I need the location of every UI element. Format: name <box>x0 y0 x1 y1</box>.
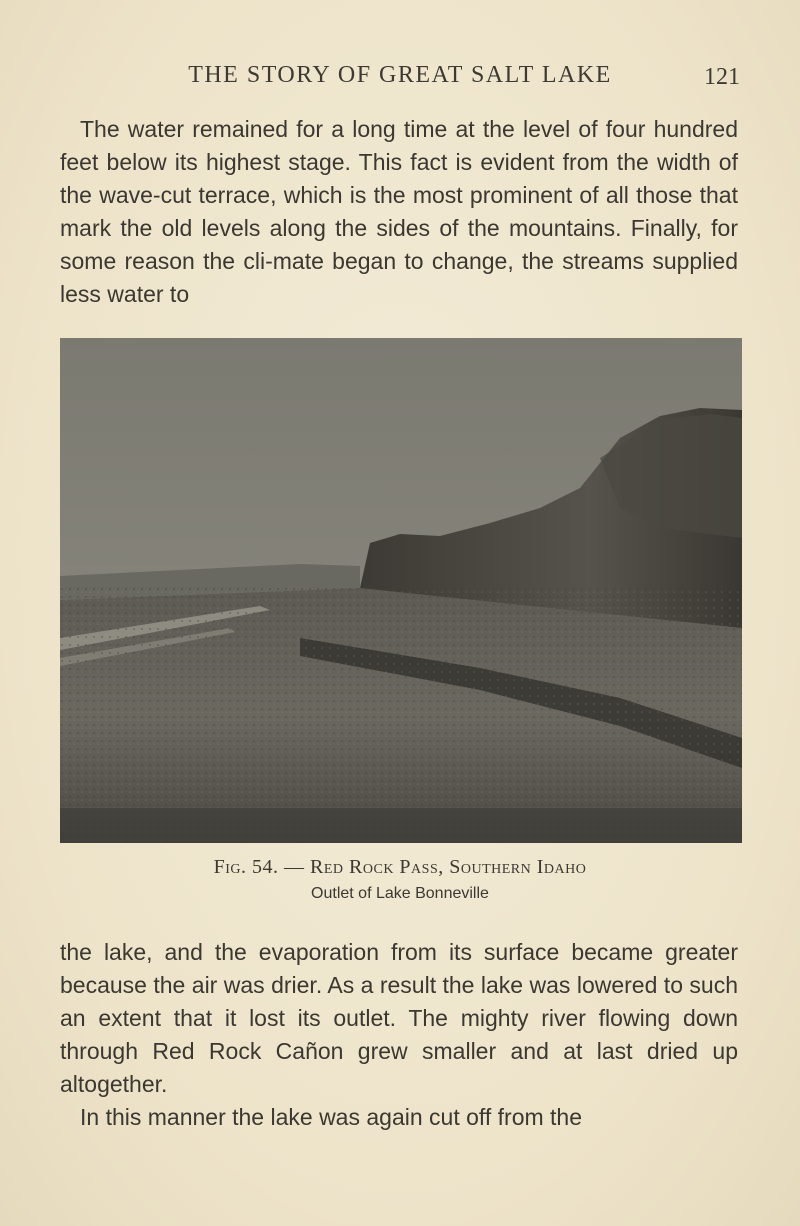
paragraph-bottom <box>60 936 738 1134</box>
figure-caption-label: Fig. 54. — <box>213 856 311 878</box>
red-rock-pass-photo <box>60 338 742 843</box>
running-head <box>60 62 740 102</box>
figure-caption <box>60 856 740 879</box>
paragraph-bottom-part-1: the lake, and the evaporation from its surface became greater because the air was drier. As a result the lake was lowered to such an extent that it lost its outlet. The mighty river flowing down through Red Rock Cañon grew smaller and at last dried up altogether. <box>60 939 738 1097</box>
paragraph-top: The water remained for a long time at the level of four hundred feet below its highest stage. This fact is evident from the width of the wave-cut terrace, which is the most prominent of all those that mark the old levels along the sides of the mountains. Finally, for some reason the cli-mate began to change, the streams supplied less water to <box>60 116 738 307</box>
paragraph-bottom-part-2: In this manner the lake was again cut off from the <box>80 1104 583 1130</box>
page-number: 121 <box>704 64 740 90</box>
figure-caption-title: Red Rock Pass, Southern Idaho <box>310 856 587 878</box>
running-title: THE STORY OF GREAT SALT LAKE <box>188 62 612 88</box>
figure-subcaption: Outlet of Lake Bonneville <box>311 885 489 902</box>
figure-photograph <box>60 338 742 843</box>
